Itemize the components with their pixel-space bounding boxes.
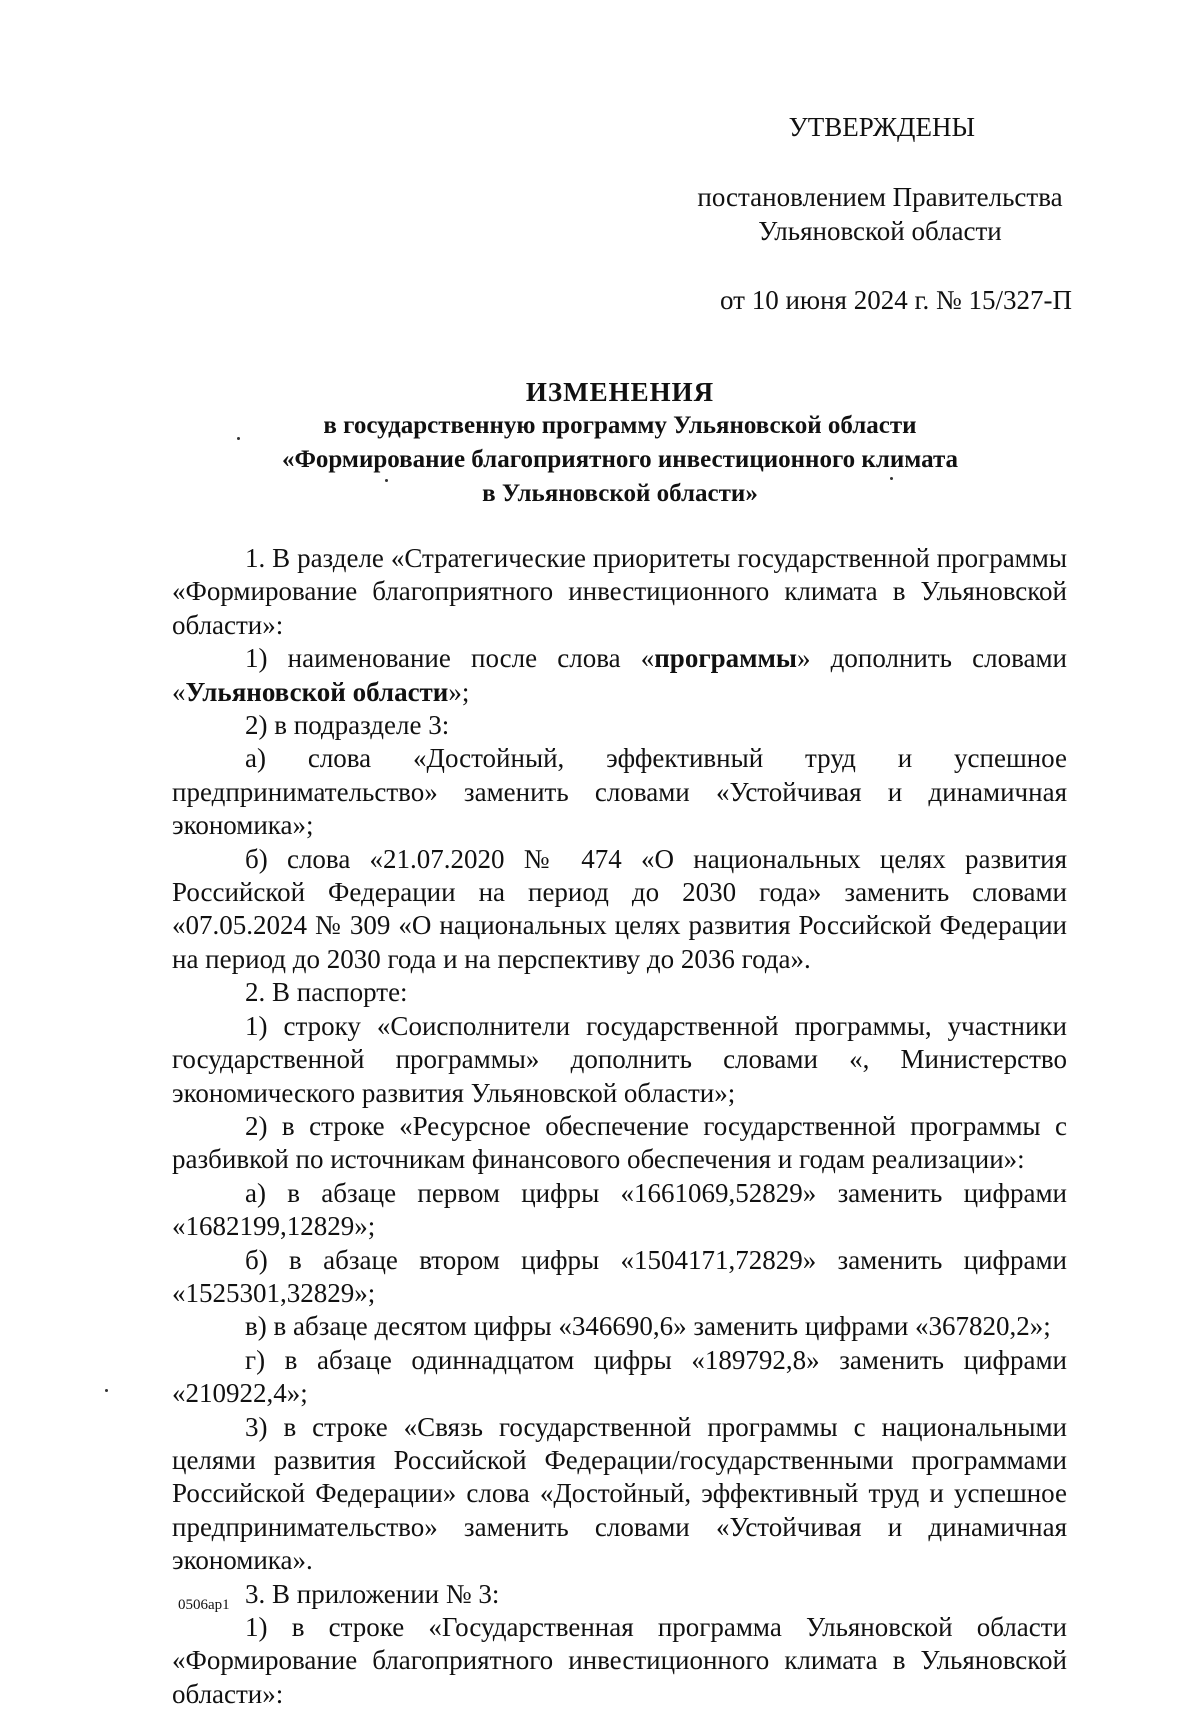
- bold-word: программы: [654, 643, 797, 674]
- paragraph: б) в абзаце втором цифры «1504171,72829» заменить цифрами «1525301,32829»;: [172, 1244, 1067, 1308]
- scan-speck: [237, 437, 240, 440]
- decree-reference: [690, 180, 1070, 248]
- heading-line-2: «Формирование благоприятного инвестиционного климата: [281, 446, 959, 473]
- paragraph: б) слова «21.07.2020 № 474 «О национальных целях развития Российской Федерации на период до 2030 года» заменить словами «07.05.2024 № 309 «О национальных целях развития Российской Федерации на период до 2030 года и на перспективу до 2036 года».: [172, 843, 1067, 974]
- decree-line-1: постановлением Правительства: [697, 182, 1063, 212]
- paragraph: в) в абзаце десятом цифры «346690,6» заменить цифрами «367820,2»;: [245, 1311, 1051, 1342]
- scan-speck: [105, 1389, 108, 1392]
- paragraph-item-1-1: 1) наименование после слова «программы» дополнить словами «Ульяновской области»;: [172, 643, 1067, 707]
- document-heading: [160, 375, 1080, 511]
- scan-speck: [890, 477, 893, 480]
- document-body: [172, 542, 1067, 1711]
- decree-date: от 10 июня 2024 г. № 15/327-П: [720, 285, 1072, 315]
- paragraph: 1) в строке «Государственная программа Ульяновской области «Формирование благоприятного инвестиционного климата в Ульяновской области»:: [172, 1612, 1067, 1709]
- scan-speck: [385, 479, 388, 482]
- paragraph: 1) строку «Соисполнители государственной программы, участники государственной программы» дополнить словами «, Министерство экономического развития Ульяновской области»;: [172, 1010, 1067, 1108]
- bold-phrase: Ульяновской области: [185, 676, 449, 707]
- document-code: 0506ар1: [178, 1597, 230, 1613]
- paragraph: 2) в подразделе 3:: [245, 710, 450, 741]
- paragraph: а) в абзаце первом цифры «1661069,52829» заменить цифрами «1682199,12829»;: [172, 1177, 1067, 1242]
- heading-line-1: в государственную программу Ульяновской области: [323, 412, 917, 439]
- paragraph: 2) в строке «Ресурсное обеспечение государственной программы с разбивкой по источникам финансового обеспечения и годам реализации»:: [172, 1110, 1067, 1175]
- paragraph: 1. В разделе «Стратегические приоритеты государственной программы «Формирование благоприятного инвестиционного климата в Ульяновской области»:: [172, 543, 1067, 640]
- decree-line-2: Ульяновской области: [758, 216, 1002, 246]
- paragraph: а) слова «Достойный, эффективный труд и успешное предпринимательство» заменить словами «Устойчивая и динамичная экономика»;: [172, 743, 1067, 841]
- paragraph: 3) в строке «Связь государственной программы с национальными целями развития Российской Федерации/государственными программами Российской Федерации» слова «Достойный, эффективный труд и успешное предпринимательство» заменить словами «Устойчивая и динамичная экономика».: [172, 1411, 1067, 1576]
- approval-stamp-title: УТВЕРЖДЕНЫ: [788, 112, 975, 142]
- heading-line-3: в Ульяновской области»: [482, 480, 758, 507]
- paragraph: 2. В паспорте:: [245, 977, 408, 1008]
- paragraph: 3. В приложении № 3:: [245, 1578, 500, 1609]
- heading-title: ИЗМЕНЕНИЯ: [525, 377, 715, 407]
- paragraph: г) в абзаце одиннадцатом цифры «189792,8» заменить цифрами «210922,4»;: [172, 1344, 1067, 1409]
